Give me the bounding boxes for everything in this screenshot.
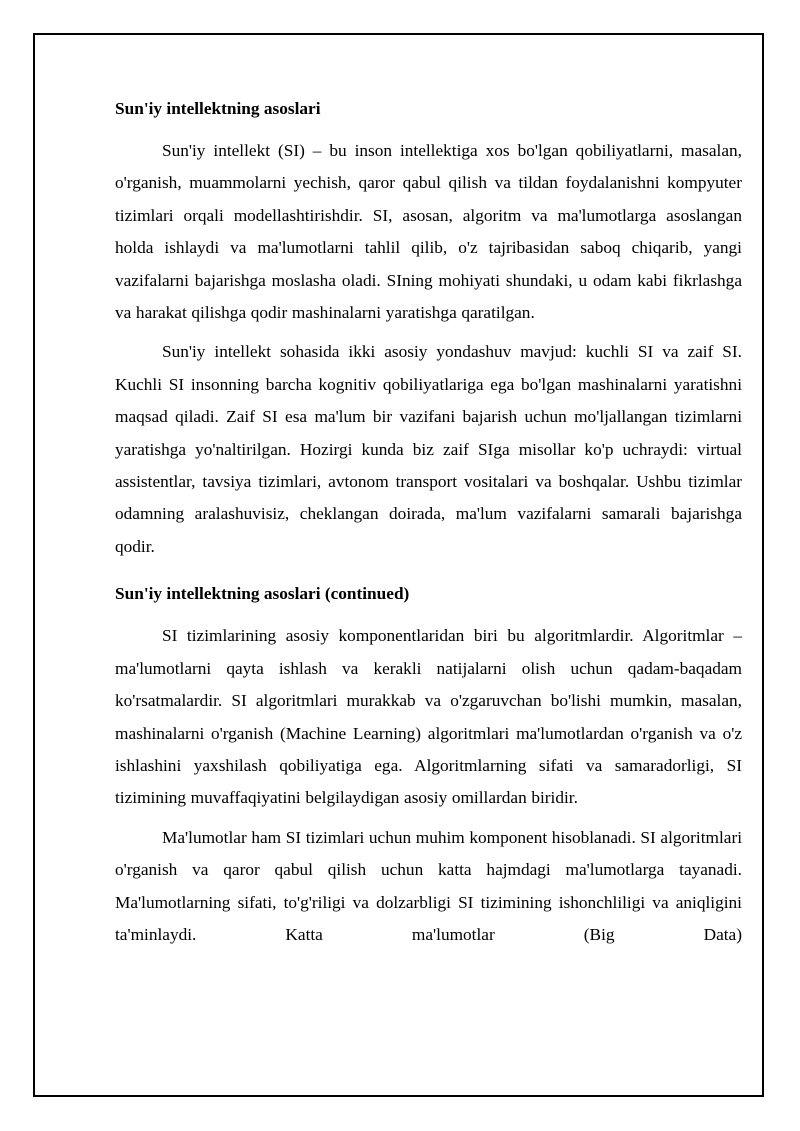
section-heading: Sun'iy intellektning asoslari (115, 99, 321, 118)
paragraph: Ma'lumotlar ham SI tizimlari uchun muhim komponent hisoblanadi. SI algoritmlari o'rganish va qaror qabul qilish uchun katta hajmdagi ma'lumotlarga tayanadi. Ma'lumotlarning sifati, to'g'riligi va dolzarbligi SI tizimining ishonchliligi va aniqligini ta'minlaydi. Katta ma'lumotlar (Big Data) (115, 827, 742, 944)
paragraph: SI tizimlarining asosiy komponentlaridan biri bu algoritmlardir. Algoritmlar – ma'lumotlarni qayta ishlash va kerakli natijalarni olish uchun qadam-baqadam ko'rsatmalardir. SI algoritmlari murakkab va o'zgaruvchan bo'lishi mumkin, masalan, mashinalarni o'rganish (Machine Learning) algoritmlari ma'lumotlardan o'rganish va o'z ishlashini yaxshilash qobiliyatiga ega. Algoritmlarning sifati va samaradorligi, SI tizimining muvaffaqiyatini belgilaydigan asosiy omillardan biridir. (115, 626, 742, 808)
paragraph: Sun'iy intellekt (SI) – bu inson intellektiga xos bo'lgan qobiliyatlarni, masalan, o'rganish, muammolarni yechish, qaror qabul qilish va tildan foydalanishni kompyuter tizimlari orqali modellashtirishdir. SI, asosan, algoritm va ma'lumotlarga asoslangan holda ishlaydi va ma'lumotlarni tahlil qilib, o'z tajribasidan saboq chiqarib, yangi vazifalarni bajarishga moslasha oladi. SIning mohiyati shundaki, u odam kabi fikrlashga va harakat qilishga qodir mashinalarni yaratishga qaratilgan. (115, 141, 742, 323)
document-body (115, 96, 742, 951)
paragraph: Sun'iy intellekt sohasida ikki asosiy yondashuv mavjud: kuchli SI va zaif SI. Kuchli SI insonning barcha kognitiv qobiliyatlariga ega bo'lgan mashinalarni yaratishni maqsad qiladi. Zaif SI esa ma'lum bir vazifani bajarish uchun mo'ljallangan tizimlarni yaratishga yo'naltirilgan. Hozirgi kunda biz zaif SIga misollar ko'p uchraydi: virtual assistentlar, tavsiya tizimlari, avtonom transport vositalari va boshqalar. Ushbu tizimlar odamning aralashuvisiz, cheklangan doirada, ma'lum vazifalarni samarali bajarishga qodir. (115, 342, 742, 556)
section-heading: Sun'iy intellektning asoslari (continued) (115, 584, 410, 604)
